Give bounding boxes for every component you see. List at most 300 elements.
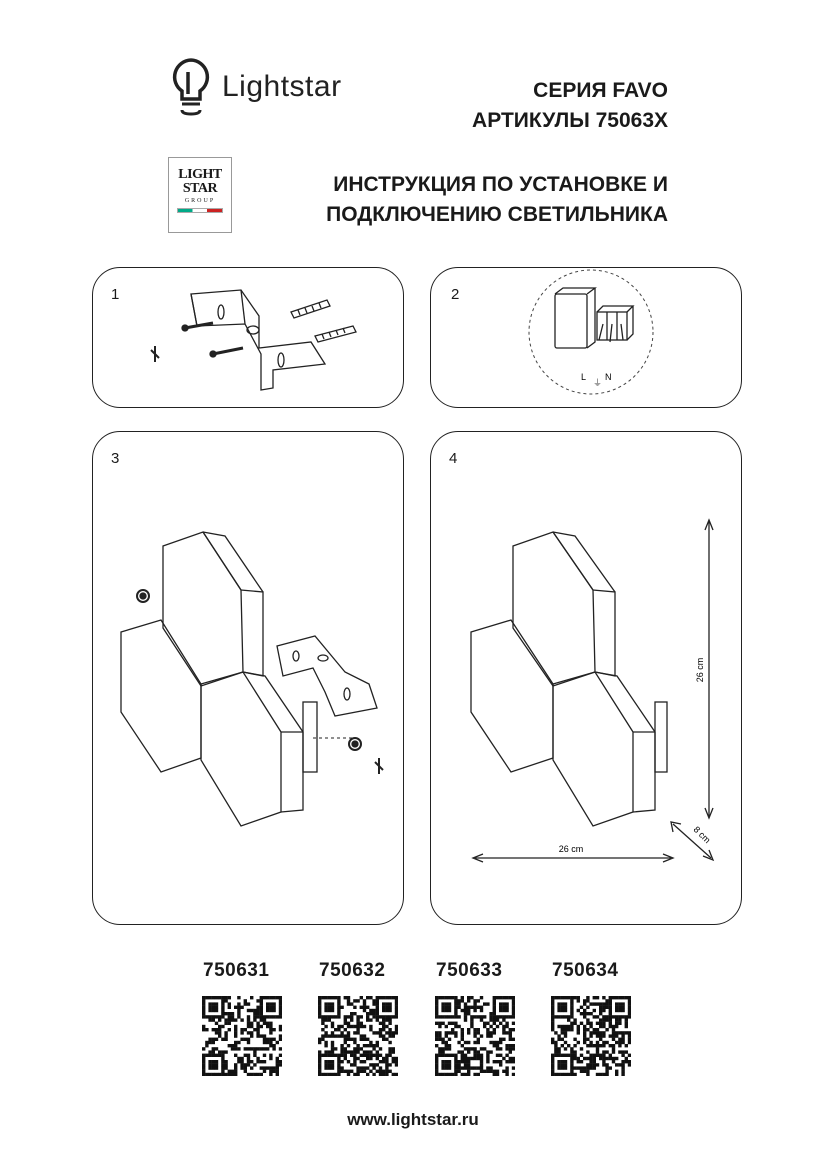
qr-module (454, 1073, 457, 1076)
qr-module (224, 1034, 227, 1037)
qr-module (202, 1002, 205, 1005)
qr-module (372, 1012, 375, 1015)
qr-module (356, 1031, 359, 1034)
qr-module (483, 1025, 486, 1028)
qr-module (615, 1006, 618, 1009)
qr-module (360, 1047, 363, 1050)
qr-module (266, 996, 269, 999)
qr-module (570, 1047, 573, 1050)
qr-module (353, 1073, 356, 1076)
qr-module (573, 1073, 576, 1076)
qr-module (234, 1073, 237, 1076)
qr-module (212, 996, 215, 999)
website-link[interactable]: www.lightstar.ru (347, 1110, 479, 1129)
qr-module (609, 1034, 612, 1037)
qr-module (615, 1009, 618, 1012)
qr-module (340, 1060, 343, 1063)
qr-module (551, 1057, 554, 1060)
qr-module (464, 1073, 467, 1076)
qr-module (318, 1057, 321, 1060)
qr-module (356, 1018, 359, 1021)
qr-module (496, 1044, 499, 1047)
qr-module (244, 1066, 247, 1069)
qr-module (461, 1073, 464, 1076)
qr-module (388, 1047, 391, 1050)
qr-module (212, 1018, 215, 1021)
qr-module (448, 996, 451, 999)
qr-module (573, 1050, 576, 1053)
qr-module (567, 1073, 570, 1076)
qr-module (435, 1022, 438, 1025)
qr-code-icon[interactable] (202, 996, 282, 1076)
qr-module (618, 1044, 621, 1047)
qr-module (499, 1060, 502, 1063)
qr-module (228, 1073, 231, 1076)
qr-module (605, 1015, 608, 1018)
qr-module (272, 1047, 275, 1050)
qr-module (376, 1050, 379, 1053)
qr-module (328, 1050, 331, 1053)
qr-module (557, 1025, 560, 1028)
qr-module (589, 1044, 592, 1047)
qr-module (379, 1047, 382, 1050)
qr-module (318, 1009, 321, 1012)
qr-module (318, 1038, 321, 1041)
qr-module (395, 1002, 398, 1005)
qr-module (256, 1009, 259, 1012)
qr-module (470, 1018, 473, 1021)
group-logo-line2: STAR (182, 181, 218, 196)
qr-module (438, 1022, 441, 1025)
qr-module (366, 1054, 369, 1057)
qr-module (628, 1041, 631, 1044)
qr-module (621, 1034, 624, 1037)
qr-module (340, 1070, 343, 1073)
qr-module (237, 1015, 240, 1018)
qr-module (253, 1012, 256, 1015)
qr-module (586, 1063, 589, 1066)
qr-module (628, 1002, 631, 1005)
lightstar-group-logo (168, 157, 232, 233)
qr-module (237, 996, 240, 999)
qr-module (263, 1034, 266, 1037)
qr-module (376, 1070, 379, 1073)
qr-module (486, 1028, 489, 1031)
qr-module (356, 999, 359, 1002)
qr-module (208, 1015, 211, 1018)
qr-code-icon[interactable] (551, 996, 631, 1076)
qr-module (557, 1063, 560, 1066)
qr-module (467, 1041, 470, 1044)
qr-module (256, 1057, 259, 1060)
qr-module (628, 1009, 631, 1012)
qr-module (388, 1034, 391, 1037)
qr-module (212, 1009, 215, 1012)
qr-module (454, 1002, 457, 1005)
qr-module (464, 1002, 467, 1005)
qr-module (321, 996, 324, 999)
qr-module (496, 1047, 499, 1050)
qr-module (435, 1073, 438, 1076)
qr-module (202, 1063, 205, 1066)
qr-module (618, 1050, 621, 1053)
qr-module (612, 996, 615, 999)
qr-module (441, 1066, 444, 1069)
qr-module (445, 1025, 448, 1028)
qr-module (279, 1006, 282, 1009)
qr-module (483, 1002, 486, 1005)
qr-module (512, 1012, 515, 1015)
qr-module (318, 1066, 321, 1069)
qr-module (208, 1066, 211, 1069)
qr-module (615, 1022, 618, 1025)
qr-module (344, 1028, 347, 1031)
qr-module (593, 1057, 596, 1060)
qr-module (561, 996, 564, 999)
qr-module (561, 1054, 564, 1057)
qr-module (340, 1066, 343, 1069)
qr-module (247, 1009, 250, 1012)
qr-module (221, 1050, 224, 1053)
qr-module (379, 1070, 382, 1073)
qr-module (621, 1015, 624, 1018)
qr-module (599, 1057, 602, 1060)
qr-module (628, 1031, 631, 1034)
qr-module (618, 1006, 621, 1009)
qr-module (505, 1031, 508, 1034)
qr-module (366, 1015, 369, 1018)
qr-module (324, 1073, 327, 1076)
wiring-diagram-illustration (431, 268, 743, 409)
qr-module (509, 1050, 512, 1053)
qr-module (224, 1018, 227, 1021)
qr-module (505, 1054, 508, 1057)
qr-module (557, 1060, 560, 1063)
qr-module (551, 1018, 554, 1021)
qr-module (350, 1015, 353, 1018)
qr-module (395, 1025, 398, 1028)
qr-module (499, 1054, 502, 1057)
qr-module (331, 1041, 334, 1044)
qr-module (564, 1025, 567, 1028)
qr-module (356, 1070, 359, 1073)
qr-module (609, 1018, 612, 1021)
qr-module (340, 1006, 343, 1009)
qr-module (331, 1073, 334, 1076)
wire-label-earth: ⏚ (593, 378, 603, 388)
qr-module (363, 1025, 366, 1028)
qr-module (360, 996, 363, 999)
group-logo-line3: GROUP (184, 198, 216, 204)
qr-module (448, 1044, 451, 1047)
qr-module (388, 1031, 391, 1034)
qr-module (496, 1041, 499, 1044)
qr-module (602, 1073, 605, 1076)
qr-module (279, 1038, 282, 1041)
qr-module (467, 1047, 470, 1050)
qr-module (347, 1060, 350, 1063)
qr-module (208, 1038, 211, 1041)
qr-module (605, 1028, 608, 1031)
qr-module (340, 1031, 343, 1034)
qr-module (215, 1054, 218, 1057)
qr-code-icon[interactable] (318, 996, 398, 1076)
qr-module (228, 1070, 231, 1073)
qr-module (435, 1012, 438, 1015)
qr-module (372, 1031, 375, 1034)
qr-module (218, 1018, 221, 1021)
qr-module (228, 1012, 231, 1015)
qr-module (324, 1034, 327, 1037)
qr-module (212, 1054, 215, 1057)
qr-module (369, 1050, 372, 1053)
qr-module (388, 996, 391, 999)
qr-module (573, 1066, 576, 1069)
qr-module (441, 996, 444, 999)
qr-module (318, 1006, 321, 1009)
qr-module (321, 1018, 324, 1021)
qr-module (625, 1044, 628, 1047)
qr-module (602, 996, 605, 999)
qr-module (363, 1038, 366, 1041)
qr-module (505, 1022, 508, 1025)
qr-module (457, 1066, 460, 1069)
qr-module (612, 1057, 615, 1060)
qr-module (615, 1063, 618, 1066)
qr-module (461, 1044, 464, 1047)
qr-module (454, 996, 457, 999)
qr-module (382, 1070, 385, 1073)
qr-module (234, 1034, 237, 1037)
qr-module (360, 1070, 363, 1073)
qr-module (586, 1028, 589, 1031)
qr-module (621, 1002, 624, 1005)
qr-module (435, 1060, 438, 1063)
qr-module (279, 999, 282, 1002)
qr-module (618, 996, 621, 999)
qr-module (457, 1060, 460, 1063)
qr-module (554, 1044, 557, 1047)
qr-module (570, 1006, 573, 1009)
qr-module (583, 1070, 586, 1073)
qr-module (256, 1028, 259, 1031)
qr-module (512, 999, 515, 1002)
qr-module (228, 1022, 231, 1025)
qr-module (237, 1047, 240, 1050)
qr-module (493, 1009, 496, 1012)
qr-module (234, 1041, 237, 1044)
qr-module (441, 1073, 444, 1076)
qr-module (395, 999, 398, 1002)
qr-module (366, 1057, 369, 1060)
qr-module (577, 1066, 580, 1069)
qr-module (272, 1009, 275, 1012)
qr-module (589, 1041, 592, 1044)
qr-module (318, 1015, 321, 1018)
qr-module (564, 1063, 567, 1066)
qr-module (366, 996, 369, 999)
qr-module (353, 1012, 356, 1015)
qr-module (457, 1063, 460, 1066)
qr-module (228, 1006, 231, 1009)
qr-module (551, 1006, 554, 1009)
qr-module (376, 996, 379, 999)
qr-module (577, 1028, 580, 1031)
qr-module (221, 1012, 224, 1015)
qr-module (489, 1025, 492, 1028)
qr-module (215, 1009, 218, 1012)
qr-module (376, 1041, 379, 1044)
qr-module (445, 1063, 448, 1066)
qr-module (551, 1009, 554, 1012)
qr-module (567, 1054, 570, 1057)
qr-module (234, 1063, 237, 1066)
qr-module (602, 1006, 605, 1009)
qr-module (551, 1041, 554, 1044)
qr-module (445, 996, 448, 999)
qr-module (564, 1031, 567, 1034)
width-label: 26 cm (558, 844, 584, 854)
qr-module (596, 1028, 599, 1031)
qr-module (554, 1054, 557, 1057)
qr-module (202, 1028, 205, 1031)
qr-module (328, 1015, 331, 1018)
qr-module (612, 1025, 615, 1028)
qr-module (596, 996, 599, 999)
qr-module (318, 1070, 321, 1073)
qr-module (215, 1066, 218, 1069)
qr-module (392, 1031, 395, 1034)
qr-module (505, 1066, 508, 1069)
qr-module (353, 1031, 356, 1034)
qr-module (551, 1022, 554, 1025)
qr-module (557, 1002, 560, 1005)
qr-module (473, 1047, 476, 1050)
qr-module (605, 1002, 608, 1005)
qr-module (350, 1054, 353, 1057)
qr-module (376, 1063, 379, 1066)
qr-module (260, 1015, 263, 1018)
qr-module (272, 1044, 275, 1047)
qr-module (564, 1041, 567, 1044)
qr-module (448, 1073, 451, 1076)
qr-module (473, 1006, 476, 1009)
qr-module (376, 1006, 379, 1009)
qr-module (379, 1031, 382, 1034)
qr-module (253, 1028, 256, 1031)
height-label: 26 cm (695, 657, 705, 683)
qr-module (253, 1050, 256, 1053)
qr-module (454, 1070, 457, 1073)
qr-module (451, 1015, 454, 1018)
qr-module (321, 1038, 324, 1041)
qr-module (318, 1012, 321, 1015)
qr-module (392, 1060, 395, 1063)
qr-module (554, 1015, 557, 1018)
qr-module (593, 1031, 596, 1034)
qr-module (272, 1015, 275, 1018)
qr-module (253, 1047, 256, 1050)
qr-module (621, 1066, 624, 1069)
qr-module (445, 1041, 448, 1044)
qr-module (615, 1002, 618, 1005)
qr-module (464, 1057, 467, 1060)
qr-module (621, 1070, 624, 1073)
qr-module (493, 1070, 496, 1073)
qr-module (480, 996, 483, 999)
qr-module (221, 1038, 224, 1041)
qr-module (276, 1041, 279, 1044)
qr-module (573, 1018, 576, 1021)
qr-module (512, 1028, 515, 1031)
qr-module (496, 1060, 499, 1063)
qr-module (388, 1022, 391, 1025)
qr-module (382, 1022, 385, 1025)
qr-module (395, 1028, 398, 1031)
qr-module (208, 1063, 211, 1066)
qr-module (493, 1018, 496, 1021)
qr-code-icon[interactable] (435, 996, 515, 1076)
qr-module (561, 1031, 564, 1034)
qr-module (621, 1054, 624, 1057)
qr-module (605, 999, 608, 1002)
sku-1: 750631 (203, 960, 270, 981)
qr-module (477, 1057, 480, 1060)
qr-module (372, 1044, 375, 1047)
qr-module (470, 1015, 473, 1018)
qr-module (467, 1073, 470, 1076)
qr-module (467, 1066, 470, 1069)
qr-module (372, 1073, 375, 1076)
qr-module (445, 1015, 448, 1018)
qr-module (551, 1002, 554, 1005)
qr-module (392, 996, 395, 999)
qr-module (372, 999, 375, 1002)
qr-module (480, 1006, 483, 1009)
qr-module (224, 999, 227, 1002)
qr-module (609, 1009, 612, 1012)
qr-module (577, 1057, 580, 1060)
qr-module (231, 1044, 234, 1047)
qr-module (347, 1031, 350, 1034)
qr-module (438, 1050, 441, 1053)
qr-module (385, 1038, 388, 1041)
qr-module (372, 1009, 375, 1012)
qr-module (625, 1060, 628, 1063)
qr-module (512, 1057, 515, 1060)
qr-module (256, 1022, 259, 1025)
qr-module (331, 1044, 334, 1047)
qr-module (247, 1031, 250, 1034)
qr-module (454, 1060, 457, 1063)
qr-module (347, 996, 350, 999)
qr-module (464, 1009, 467, 1012)
qr-module (250, 1031, 253, 1034)
qr-module (567, 1018, 570, 1021)
qr-module (202, 1006, 205, 1009)
qr-module (609, 1044, 612, 1047)
qr-module (221, 1009, 224, 1012)
title-line-1: ИНСТРУКЦИЯ ПО УСТАНОВКЕ И (333, 173, 668, 196)
qr-module (612, 1044, 615, 1047)
qr-module (360, 1015, 363, 1018)
qr-module (561, 1060, 564, 1063)
qr-module (202, 1015, 205, 1018)
qr-module (263, 1015, 266, 1018)
qr-module (212, 1066, 215, 1069)
qr-module (340, 1050, 343, 1053)
qr-module (570, 1009, 573, 1012)
